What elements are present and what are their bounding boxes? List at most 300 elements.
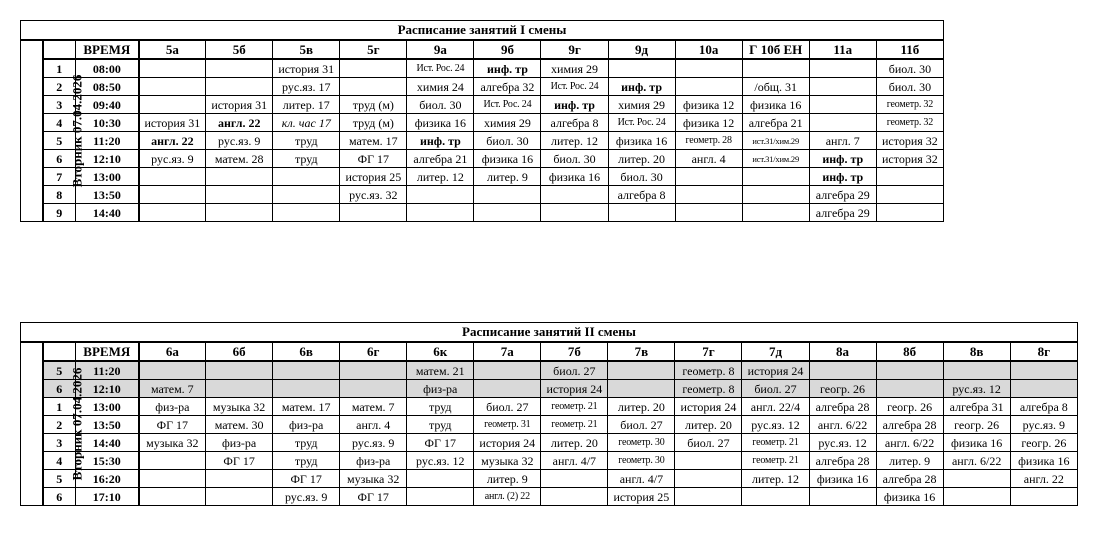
lesson-cell: англ. 22 bbox=[206, 114, 273, 132]
lesson-cell: история 25 bbox=[340, 168, 407, 186]
lesson-cell bbox=[809, 114, 876, 132]
lesson-cell: рус.яз. 32 bbox=[340, 186, 407, 204]
class-header: 8а bbox=[809, 342, 876, 361]
lesson-cell: биол. 30 bbox=[876, 78, 943, 96]
lesson-row bbox=[21, 452, 1078, 470]
lesson-cell bbox=[876, 380, 943, 398]
lesson-cell bbox=[1010, 361, 1077, 380]
lesson-cell bbox=[206, 59, 273, 78]
lesson-number-header bbox=[43, 40, 76, 59]
lesson-cell: химия 29 bbox=[608, 96, 675, 114]
lesson-number: 5 bbox=[43, 361, 76, 380]
lesson-cell: геогр. 26 bbox=[876, 398, 943, 416]
lesson-cell: биол. 30 bbox=[541, 150, 608, 168]
lesson-cell bbox=[340, 204, 407, 222]
lesson-cell bbox=[608, 361, 675, 380]
day-label: Вторник 07.04.2026 bbox=[69, 74, 85, 188]
lesson-cell bbox=[876, 168, 943, 186]
lesson-cell: физ-ра bbox=[139, 398, 206, 416]
lesson-number: 1 bbox=[43, 59, 76, 78]
lesson-cell bbox=[340, 361, 407, 380]
lesson-cell: история 32 bbox=[876, 132, 943, 150]
lesson-cell: ФГ 17 bbox=[340, 488, 407, 506]
lesson-cell: англ. 22/4 bbox=[742, 398, 809, 416]
lesson-cell: алгебра 8 bbox=[1010, 398, 1077, 416]
lesson-cell bbox=[675, 168, 742, 186]
lesson-cell: англ. 4 bbox=[675, 150, 742, 168]
lesson-row bbox=[21, 398, 1078, 416]
lesson-cell: ист.31/хим.29 bbox=[742, 132, 809, 150]
lesson-cell: физика 16 bbox=[943, 434, 1010, 452]
lesson-cell: алгебра 28 bbox=[876, 416, 943, 434]
lesson-number: 5 bbox=[43, 470, 76, 488]
lesson-cell: физика 16 bbox=[1010, 452, 1077, 470]
lesson-cell bbox=[474, 204, 541, 222]
lesson-cell: англ. 6/22 bbox=[809, 416, 876, 434]
lesson-cell bbox=[206, 186, 273, 204]
lesson-cell bbox=[139, 186, 206, 204]
lesson-cell bbox=[608, 204, 675, 222]
lesson-cell: алгебра 32 bbox=[474, 78, 541, 96]
lesson-cell bbox=[675, 186, 742, 204]
lesson-cell: литер. 20 bbox=[675, 416, 742, 434]
lesson-cell: алгебра 28 bbox=[809, 452, 876, 470]
class-header: 8в bbox=[943, 342, 1010, 361]
lesson-cell: Ист. Рос. 24 bbox=[608, 114, 675, 132]
lesson-number: 4 bbox=[43, 114, 76, 132]
lesson-cell bbox=[675, 78, 742, 96]
lesson-cell: геометр. 21 bbox=[541, 416, 608, 434]
lesson-number: 6 bbox=[43, 150, 76, 168]
lesson-cell: физика 16 bbox=[809, 470, 876, 488]
lesson-cell bbox=[675, 470, 742, 488]
lesson-cell: труд bbox=[273, 434, 340, 452]
lesson-row bbox=[21, 434, 1078, 452]
lesson-cell: история 32 bbox=[876, 150, 943, 168]
lesson-cell bbox=[943, 488, 1010, 506]
lesson-cell: ФГ 17 bbox=[206, 452, 273, 470]
lesson-cell: литер. 12 bbox=[407, 168, 474, 186]
lesson-cell bbox=[139, 96, 206, 114]
lesson-cell bbox=[943, 470, 1010, 488]
lesson-cell: геометр. 30 bbox=[608, 434, 675, 452]
lesson-cell: труд bbox=[273, 132, 340, 150]
lesson-cell: англ. 7 bbox=[809, 132, 876, 150]
schedule-table-shift-2 bbox=[20, 322, 1078, 506]
lesson-cell: рус.яз. 9 bbox=[340, 434, 407, 452]
lesson-row bbox=[21, 78, 944, 96]
lesson-cell bbox=[809, 361, 876, 380]
lesson-cell: литер. 9 bbox=[876, 452, 943, 470]
lesson-cell: Ист. Рос. 24 bbox=[474, 96, 541, 114]
lesson-cell: геометр. 8 bbox=[675, 361, 742, 380]
lesson-cell bbox=[407, 470, 474, 488]
lesson-cell bbox=[206, 488, 273, 506]
lesson-cell: англ. 22 bbox=[139, 132, 206, 150]
class-header: 5г bbox=[340, 40, 407, 59]
lesson-cell bbox=[273, 380, 340, 398]
class-header: 5а bbox=[139, 40, 206, 59]
lesson-cell: биол. 27 bbox=[608, 416, 675, 434]
lesson-number: 6 bbox=[43, 380, 76, 398]
lesson-cell: рус.яз. 9 bbox=[273, 488, 340, 506]
lesson-cell: рус.яз. 9 bbox=[206, 132, 273, 150]
lesson-time: 09:40 bbox=[76, 96, 139, 114]
lesson-cell bbox=[273, 186, 340, 204]
lesson-cell bbox=[876, 361, 943, 380]
lesson-cell bbox=[206, 204, 273, 222]
lesson-cell: история 31 bbox=[273, 59, 340, 78]
lesson-cell: физика 12 bbox=[675, 96, 742, 114]
lesson-cell: труд (м) bbox=[340, 114, 407, 132]
lesson-cell bbox=[742, 204, 809, 222]
lesson-cell bbox=[809, 78, 876, 96]
lesson-row bbox=[21, 132, 944, 150]
lesson-cell: ФГ 17 bbox=[139, 416, 206, 434]
lesson-number: 6 bbox=[43, 488, 76, 506]
lesson-number: 2 bbox=[43, 416, 76, 434]
lesson-cell: геогр. 26 bbox=[1010, 434, 1077, 452]
lesson-cell: литер. 20 bbox=[608, 150, 675, 168]
lesson-cell bbox=[742, 168, 809, 186]
lesson-cell bbox=[206, 361, 273, 380]
lesson-time: 16:20 bbox=[76, 470, 139, 488]
lesson-cell: физика 16 bbox=[608, 132, 675, 150]
lesson-number: 9 bbox=[43, 204, 76, 222]
lesson-cell bbox=[1010, 488, 1077, 506]
lesson-cell bbox=[139, 361, 206, 380]
lesson-cell bbox=[541, 488, 608, 506]
lesson-cell: геометр. 8 bbox=[675, 380, 742, 398]
lesson-cell: труд bbox=[407, 416, 474, 434]
lesson-cell bbox=[809, 96, 876, 114]
lesson-cell: музыка 32 bbox=[206, 398, 273, 416]
lesson-row bbox=[21, 150, 944, 168]
class-header: 7в bbox=[608, 342, 675, 361]
lesson-time: 10:30 bbox=[76, 114, 139, 132]
lesson-cell: матем. 30 bbox=[206, 416, 273, 434]
lesson-time: 11:20 bbox=[76, 361, 139, 380]
class-header: 5в bbox=[273, 40, 340, 59]
lesson-time: 13:00 bbox=[76, 168, 139, 186]
lesson-cell bbox=[608, 380, 675, 398]
day-label-cell bbox=[21, 40, 85, 222]
lesson-time: 15:30 bbox=[76, 452, 139, 470]
schedule-table-shift-1 bbox=[20, 20, 944, 222]
lesson-row bbox=[21, 59, 944, 78]
lesson-cell: геометр. 21 bbox=[742, 434, 809, 452]
lesson-cell bbox=[407, 204, 474, 222]
lesson-cell: геометр. 32 bbox=[876, 96, 943, 114]
lesson-row bbox=[21, 361, 1078, 380]
lesson-cell: физика 16 bbox=[474, 150, 541, 168]
lesson-cell: труд bbox=[273, 150, 340, 168]
lesson-cell bbox=[943, 361, 1010, 380]
lesson-cell: алгебра 28 bbox=[809, 398, 876, 416]
lesson-cell: литер. 12 bbox=[541, 132, 608, 150]
lesson-cell bbox=[809, 488, 876, 506]
lesson-cell bbox=[139, 452, 206, 470]
lesson-cell bbox=[139, 168, 206, 186]
lesson-cell: алгебра 29 bbox=[809, 186, 876, 204]
lesson-cell: англ. 6/22 bbox=[876, 434, 943, 452]
class-header: 7б bbox=[541, 342, 608, 361]
lesson-cell: физика 16 bbox=[541, 168, 608, 186]
lesson-cell: матем. 17 bbox=[273, 398, 340, 416]
lesson-cell: физ-ра bbox=[273, 416, 340, 434]
lesson-cell bbox=[876, 204, 943, 222]
class-header: 7д bbox=[742, 342, 809, 361]
lesson-cell bbox=[474, 361, 541, 380]
lesson-cell: геометр. 21 bbox=[541, 398, 608, 416]
lesson-number: 7 bbox=[43, 168, 76, 186]
lesson-cell: литер. 20 bbox=[608, 398, 675, 416]
lesson-cell: литер. 12 bbox=[742, 470, 809, 488]
lesson-cell: биол. 27 bbox=[742, 380, 809, 398]
time-header: ВРЕМЯ bbox=[76, 40, 139, 59]
lesson-row bbox=[21, 488, 1078, 506]
lesson-cell: ист.31/хим.29 bbox=[742, 150, 809, 168]
lesson-cell: биол. 30 bbox=[407, 96, 474, 114]
lesson-cell: инф. тр bbox=[608, 78, 675, 96]
lesson-cell: ФГ 17 bbox=[407, 434, 474, 452]
lesson-cell: труд bbox=[407, 398, 474, 416]
lesson-row bbox=[21, 168, 944, 186]
lesson-cell: литер. 20 bbox=[541, 434, 608, 452]
lesson-cell: рус.яз. 12 bbox=[742, 416, 809, 434]
lesson-cell bbox=[340, 78, 407, 96]
lesson-cell: музыка 32 bbox=[474, 452, 541, 470]
lesson-cell: ФГ 17 bbox=[340, 150, 407, 168]
lesson-time: 11:20 bbox=[76, 132, 139, 150]
lesson-cell: геометр. 21 bbox=[742, 452, 809, 470]
day-label-cell bbox=[21, 342, 85, 506]
lesson-cell: музыка 32 bbox=[139, 434, 206, 452]
lesson-time: 12:10 bbox=[76, 150, 139, 168]
lesson-cell: рус.яз. 12 bbox=[943, 380, 1010, 398]
lesson-cell bbox=[273, 361, 340, 380]
lesson-cell bbox=[742, 186, 809, 204]
lesson-cell bbox=[273, 204, 340, 222]
lesson-cell: матем. 17 bbox=[340, 132, 407, 150]
lesson-cell: матем. 21 bbox=[407, 361, 474, 380]
lesson-row bbox=[21, 96, 944, 114]
lesson-cell bbox=[541, 470, 608, 488]
lesson-cell bbox=[340, 59, 407, 78]
lesson-cell: труд (м) bbox=[340, 96, 407, 114]
class-header: 9а bbox=[407, 40, 474, 59]
lesson-cell: инф. тр bbox=[474, 59, 541, 78]
lesson-number: 5 bbox=[43, 132, 76, 150]
lesson-cell: англ. 4 bbox=[340, 416, 407, 434]
lesson-cell: история 31 bbox=[206, 96, 273, 114]
lesson-time: 12:10 bbox=[76, 380, 139, 398]
lesson-cell bbox=[139, 78, 206, 96]
lesson-cell bbox=[876, 186, 943, 204]
lesson-cell bbox=[206, 470, 273, 488]
lesson-cell: англ. (2) 22 bbox=[474, 488, 541, 506]
lesson-row bbox=[21, 204, 944, 222]
lesson-cell bbox=[809, 59, 876, 78]
lesson-cell: /общ. 31 bbox=[742, 78, 809, 96]
class-header: 11б bbox=[876, 40, 943, 59]
lesson-time: 13:50 bbox=[76, 416, 139, 434]
lesson-cell: химия 29 bbox=[474, 114, 541, 132]
lesson-time: 13:50 bbox=[76, 186, 139, 204]
lesson-cell: рус.яз. 12 bbox=[407, 452, 474, 470]
lesson-cell bbox=[474, 380, 541, 398]
lesson-number-header bbox=[43, 342, 76, 361]
lesson-cell bbox=[608, 59, 675, 78]
class-header: 8г bbox=[1010, 342, 1077, 361]
lesson-cell: инф. тр bbox=[809, 168, 876, 186]
lesson-cell bbox=[675, 452, 742, 470]
lesson-cell: биол. 27 bbox=[474, 398, 541, 416]
lesson-cell: химия 24 bbox=[407, 78, 474, 96]
lesson-cell: алгебра 31 bbox=[943, 398, 1010, 416]
lesson-cell bbox=[206, 380, 273, 398]
lesson-cell: англ. 22 bbox=[1010, 470, 1077, 488]
class-header: 7г bbox=[675, 342, 742, 361]
lesson-cell: физика 12 bbox=[675, 114, 742, 132]
lesson-cell bbox=[139, 488, 206, 506]
lesson-cell: ФГ 17 bbox=[273, 470, 340, 488]
lesson-number: 3 bbox=[43, 96, 76, 114]
lesson-cell bbox=[742, 488, 809, 506]
lesson-time: 14:40 bbox=[76, 434, 139, 452]
lesson-time: 08:50 bbox=[76, 78, 139, 96]
lesson-cell: геометр. 30 bbox=[608, 452, 675, 470]
class-header: 8б bbox=[876, 342, 943, 361]
day-label: Вторник 07.04.2026 bbox=[69, 367, 85, 481]
lesson-cell bbox=[273, 168, 340, 186]
lesson-cell: физика 16 bbox=[407, 114, 474, 132]
lesson-cell: литер. 9 bbox=[474, 168, 541, 186]
lesson-time: 17:10 bbox=[76, 488, 139, 506]
lesson-cell bbox=[139, 204, 206, 222]
lesson-cell: геометр. 31 bbox=[474, 416, 541, 434]
lesson-cell: история 24 bbox=[675, 398, 742, 416]
lesson-cell: англ. 6/22 bbox=[943, 452, 1010, 470]
class-header: 10а bbox=[675, 40, 742, 59]
shift-2-title: Расписание занятий II смены bbox=[21, 323, 1078, 343]
lesson-cell: физ-ра bbox=[206, 434, 273, 452]
lesson-cell bbox=[139, 59, 206, 78]
lesson-cell: физ-ра bbox=[340, 452, 407, 470]
lesson-cell bbox=[139, 470, 206, 488]
lesson-cell: инф. тр bbox=[809, 150, 876, 168]
lesson-time: 08:00 bbox=[76, 59, 139, 78]
lesson-cell: физика 16 bbox=[876, 488, 943, 506]
lesson-cell: рус.яз. 9 bbox=[139, 150, 206, 168]
lesson-cell: биол. 27 bbox=[675, 434, 742, 452]
lesson-cell bbox=[742, 59, 809, 78]
lesson-number: 1 bbox=[43, 398, 76, 416]
lesson-cell: рус.яз. 9 bbox=[1010, 416, 1077, 434]
lesson-cell bbox=[340, 380, 407, 398]
lesson-cell bbox=[1010, 380, 1077, 398]
lesson-cell: инф. тр bbox=[541, 96, 608, 114]
lesson-cell bbox=[675, 59, 742, 78]
lesson-cell: матем. 28 bbox=[206, 150, 273, 168]
lesson-cell: литер. 17 bbox=[273, 96, 340, 114]
lesson-cell: инф. тр bbox=[407, 132, 474, 150]
lesson-cell: геометр. 32 bbox=[876, 114, 943, 132]
lesson-cell: матем. 7 bbox=[340, 398, 407, 416]
lesson-cell bbox=[474, 186, 541, 204]
lesson-cell: алгебра 8 bbox=[541, 114, 608, 132]
lesson-cell: биол. 27 bbox=[541, 361, 608, 380]
shift-1-title: Расписание занятий I смены bbox=[21, 21, 944, 41]
lesson-cell: геометр. 28 bbox=[675, 132, 742, 150]
lesson-number: 2 bbox=[43, 78, 76, 96]
lesson-cell: биол. 30 bbox=[474, 132, 541, 150]
lesson-cell: алгебра 28 bbox=[876, 470, 943, 488]
lesson-cell: англ. 4/7 bbox=[608, 470, 675, 488]
lesson-cell: биол. 30 bbox=[876, 59, 943, 78]
lesson-row bbox=[21, 470, 1078, 488]
lesson-cell: биол. 30 bbox=[608, 168, 675, 186]
lesson-cell: музыка 32 bbox=[340, 470, 407, 488]
lesson-cell: Ист. Рос. 24 bbox=[541, 78, 608, 96]
lesson-cell: матем. 7 bbox=[139, 380, 206, 398]
lesson-cell: кл. час 17 bbox=[273, 114, 340, 132]
lesson-cell: алгебра 29 bbox=[809, 204, 876, 222]
lesson-cell bbox=[407, 186, 474, 204]
lesson-cell bbox=[541, 186, 608, 204]
lesson-cell: физика 16 bbox=[742, 96, 809, 114]
lesson-cell: химия 29 bbox=[541, 59, 608, 78]
lesson-cell: англ. 4/7 bbox=[541, 452, 608, 470]
class-header: 9г bbox=[541, 40, 608, 59]
class-header: 6г bbox=[340, 342, 407, 361]
class-header: 9б bbox=[474, 40, 541, 59]
class-header: 6в bbox=[273, 342, 340, 361]
lesson-cell: алгебра 21 bbox=[742, 114, 809, 132]
lesson-cell: труд bbox=[273, 452, 340, 470]
lesson-cell: рус.яз. 17 bbox=[273, 78, 340, 96]
lesson-cell: геогр. 26 bbox=[943, 416, 1010, 434]
lesson-cell: физ-ра bbox=[407, 380, 474, 398]
lesson-cell bbox=[206, 78, 273, 96]
lesson-cell: Ист. Рос. 24 bbox=[407, 59, 474, 78]
time-header: ВРЕМЯ bbox=[76, 342, 139, 361]
lesson-row bbox=[21, 114, 944, 132]
lesson-number: 3 bbox=[43, 434, 76, 452]
lesson-cell: алгебра 21 bbox=[407, 150, 474, 168]
lesson-cell: история 24 bbox=[541, 380, 608, 398]
lesson-cell: история 31 bbox=[139, 114, 206, 132]
lesson-cell: история 25 bbox=[608, 488, 675, 506]
lesson-row bbox=[21, 186, 944, 204]
class-header: 9д bbox=[608, 40, 675, 59]
class-header: 6а bbox=[139, 342, 206, 361]
class-header: 7а bbox=[474, 342, 541, 361]
lesson-cell: геогр. 26 bbox=[809, 380, 876, 398]
lesson-time: 14:40 bbox=[76, 204, 139, 222]
lesson-cell: история 24 bbox=[742, 361, 809, 380]
lesson-cell bbox=[407, 488, 474, 506]
class-header: 6б bbox=[206, 342, 273, 361]
class-header: 5б bbox=[206, 40, 273, 59]
lesson-cell: история 24 bbox=[474, 434, 541, 452]
lesson-time: 13:00 bbox=[76, 398, 139, 416]
class-header: Г 10б ЕН bbox=[742, 40, 809, 59]
lesson-number: 4 bbox=[43, 452, 76, 470]
lesson-number: 8 bbox=[43, 186, 76, 204]
class-header: 6к bbox=[407, 342, 474, 361]
lesson-cell bbox=[675, 488, 742, 506]
